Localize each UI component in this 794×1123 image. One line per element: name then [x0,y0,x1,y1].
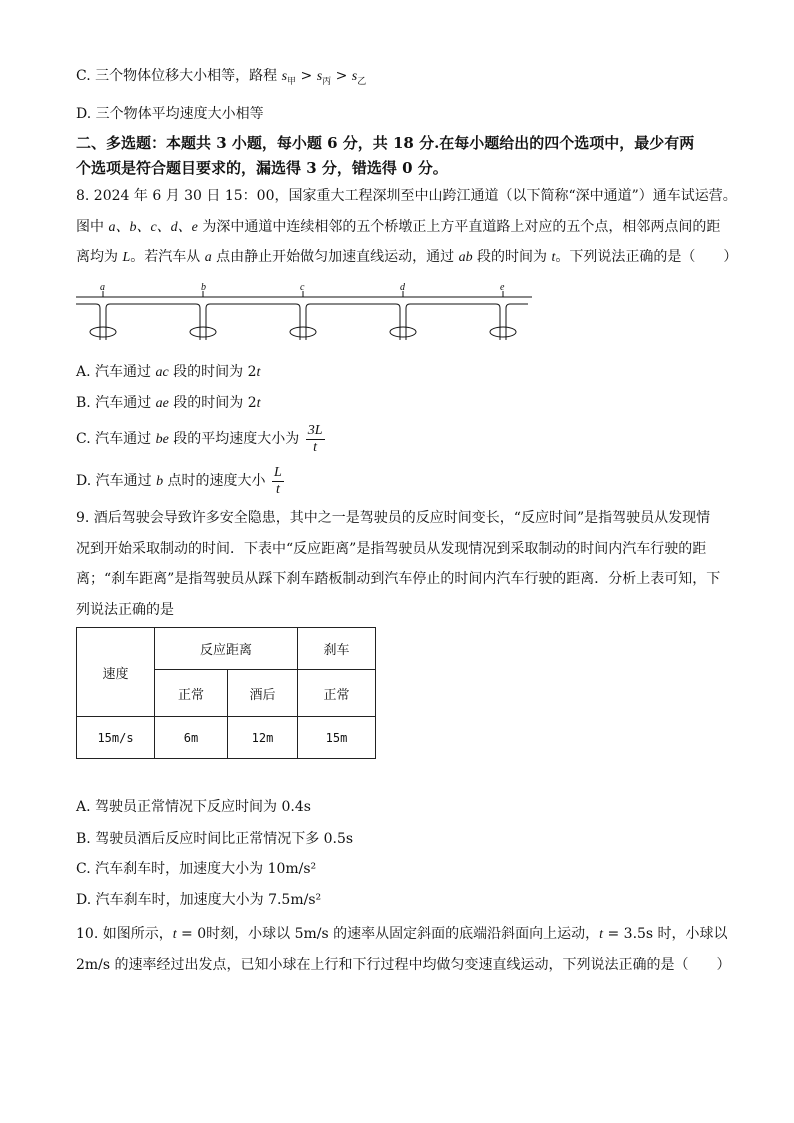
q9-line1: 9. 酒后驾驶会导致许多安全隐患，其中之一是驾驶员的反应时间变长，“反应时间”是指驾驶员从发现情 [76,510,711,526]
reaction-distance-table [76,627,376,759]
q8-line1: 8. 2024 年 6 月 30 日 15：00，国家重大工程深圳至中山跨江通道（以下简称“深中通道”）通车试运营。 [76,188,737,204]
label-e: e [500,282,505,293]
q8-option-b: B. 汽车通过 ae 段的时间为 2t [76,395,261,411]
label-c: c [300,282,305,293]
option-d-prev: D. 三个物体平均速度大小相等 [76,106,264,122]
q8-option-d: D. 汽车通过 b 点时的速度大小 $\frac{L}{t}$ [76,464,282,497]
bridge-diagram [76,280,536,350]
q9-line3: 离；“刹车距离”是指驾驶员从踩下刹车踏板制动到汽车停止的时间内汽车行驶的距离．分析上表可知，下 [76,571,721,587]
q9-line4: 列说法正确的是 [76,602,174,618]
q8-option-c: C. 汽车通过 be 段的平均速度大小为 $\frac{3L}{t}$ [76,422,323,455]
label-b: b [201,282,206,293]
header-speed: 速度 [77,628,155,717]
pier-d [390,327,416,337]
q9-option-c: C. 汽车刹车时，加速度大小为 10m/s² [76,861,317,877]
pier-b [190,327,216,337]
q10-line2: 2m/s 的速率经过出发点，已知小球在上行和下行过程中均做匀变速直线运动，下列说法正确的是（ ） [76,957,731,973]
fraction-L-over-t: $\frac{L}{t}$ [273,464,282,497]
table-row [77,717,376,759]
q9-option-b: B. 驾驶员酒后反应时间比正常情况下多 0.5s [76,831,354,847]
section-heading-line2: 个选项是符合题目要求的，漏选得 3 分，错选得 0 分。 [76,159,448,177]
pier-c [290,327,316,337]
q9-option-d: D. 汽车刹车时，加速度大小为 7.5m/s² [76,892,322,908]
header-normal: 正常 [155,670,228,717]
pier-e [490,327,516,337]
section-heading-line1: 二、多选题：本题共 3 小题，每小题 6 分，共 18 分.在每小题给出的四个选项中，最少有两 [76,134,695,152]
cell-drunk: 12m [228,717,298,759]
header-reaction-distance: 反应距离 [155,628,298,670]
q8-line3: 离均为 L。若汽车从 a 点由静止开始做匀加速直线运动，通过 ab 段的时间为 t。下列说法正确的是（ ） [76,249,738,265]
header-drunk: 酒后 [228,670,298,717]
q9-option-a: A. 驾驶员正常情况下反应时间为 0.4s [76,799,311,815]
cell-brake: 15m [298,717,376,759]
cell-speed: 15m/s [77,717,155,759]
road-bottom-line [76,304,528,328]
cell-normal: 6m [155,717,228,759]
q8-option-a: A. 汽车通过 ac 段的时间为 2t [76,364,261,380]
pier-a [90,327,116,337]
q8-line2: 图中 a、b、c、d、e 为深中通道中连续相邻的五个桥墩正上方平直道路上对应的五个点，相邻两点间的距 [76,219,721,235]
option-c-prev: C. 三个物体位移大小相等，路程 $s_甲 > s_丙 > s_乙$ [76,68,367,87]
label-a: a [100,282,105,293]
q9-line2: 况到开始采取制动的时间．下表中“反应距离”是指驾驶员从发现情况到采取制动的时间内汽车行驶的距 [76,541,707,557]
label-d: d [400,282,405,293]
fraction-3L-over-t: $\frac{3L}{t}$ [307,422,323,455]
header-brake-normal: 正常 [298,670,376,717]
header-brake: 刹车 [298,628,376,670]
q10-line1: 10. 如图所示，t = 0时刻，小球以 5m/s 的速率从固定斜面的底端沿斜面向上运动，t = 3.5s 时，小球以 [76,926,728,942]
